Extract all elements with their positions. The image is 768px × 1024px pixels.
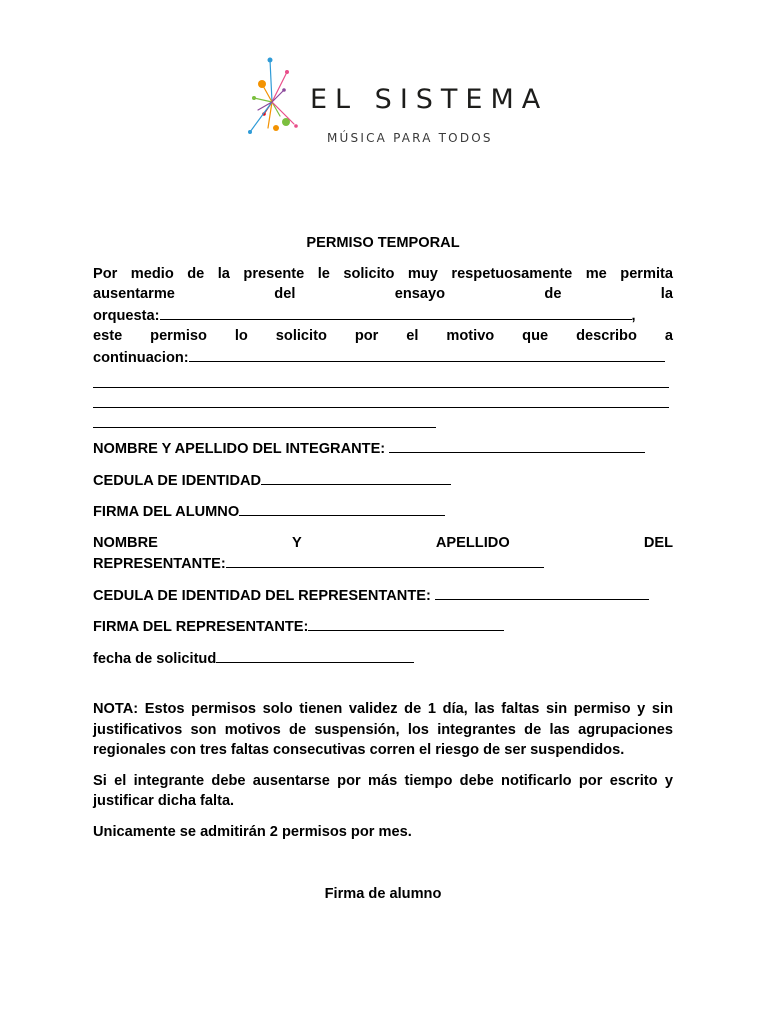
el-sistema-logo bbox=[240, 52, 549, 156]
field-cedula: CEDULA DE IDENTIDAD bbox=[93, 470, 673, 492]
intro-paragraph bbox=[93, 264, 673, 429]
field-cedula-representante: CEDULA DE IDENTIDAD DEL REPRESENTANTE: bbox=[93, 585, 673, 607]
orquesta-blank[interactable] bbox=[160, 305, 632, 320]
permission-form bbox=[93, 233, 673, 905]
motivo-blank-3[interactable] bbox=[93, 388, 669, 408]
orquesta-line: orquesta: , bbox=[93, 305, 673, 327]
signature-label: Firma de alumno bbox=[324, 886, 442, 902]
intro-line-1: Por medio de la presente le solicito muy respetuosamente me permita bbox=[93, 265, 673, 282]
nota-paragraph: NOTA: Estos permisos solo tienen validez de 1 día, las faltas sin permiso y sin justificativos son motivos de suspensión, los integrantes de las agrupaciones regionales con tres faltas consecutivas corren el riesgo de ser suspendidos. bbox=[93, 701, 673, 758]
fecha-blank[interactable] bbox=[216, 648, 414, 663]
motivo-blank-4[interactable] bbox=[93, 408, 436, 428]
field-firma-alumno: FIRMA DEL ALUMNO bbox=[93, 501, 673, 523]
motivo-blank-1[interactable] bbox=[189, 347, 665, 362]
firma-alumno-blank[interactable] bbox=[239, 501, 445, 516]
nombre-representante-blank[interactable] bbox=[226, 553, 544, 568]
intro-line-2: ausentarme del ensayo de la bbox=[93, 286, 673, 302]
cedula-blank[interactable] bbox=[261, 470, 451, 485]
document-title: PERMISO TEMPORAL bbox=[306, 235, 460, 251]
firma-representante-blank[interactable] bbox=[308, 616, 504, 631]
nombre-integrante-blank[interactable] bbox=[389, 438, 645, 453]
starburst-logo-icon bbox=[240, 52, 310, 156]
continuacion-line: continuacion: bbox=[93, 347, 673, 369]
logo-subtitle: MÚSICA PARA TODOS bbox=[327, 131, 493, 145]
field-fecha: fecha de solicitud bbox=[93, 648, 673, 670]
logo-title: EL SISTEMA bbox=[310, 84, 549, 115]
field-firma-representante: FIRMA DEL REPRESENTANTE: bbox=[93, 616, 673, 638]
nota-paragraph-3: Unicamente se admitirán 2 permisos por mes. bbox=[93, 823, 412, 840]
nota-paragraph-2: Si el integrante debe ausentarse por más tiempo debe notificarlo por escrito y justificar dicha falta. bbox=[93, 772, 673, 809]
motivo-line: este permiso lo solicito por el motivo que describo a bbox=[93, 328, 673, 344]
field-nombre-representante: NOMBRE Y APELLIDO DEL REPRESENTANTE: bbox=[93, 534, 673, 572]
field-nombre-integrante: NOMBRE Y APELLIDO DEL INTEGRANTE: bbox=[93, 438, 673, 460]
cedula-representante-blank[interactable] bbox=[435, 585, 649, 600]
motivo-blank-2[interactable] bbox=[93, 368, 669, 388]
